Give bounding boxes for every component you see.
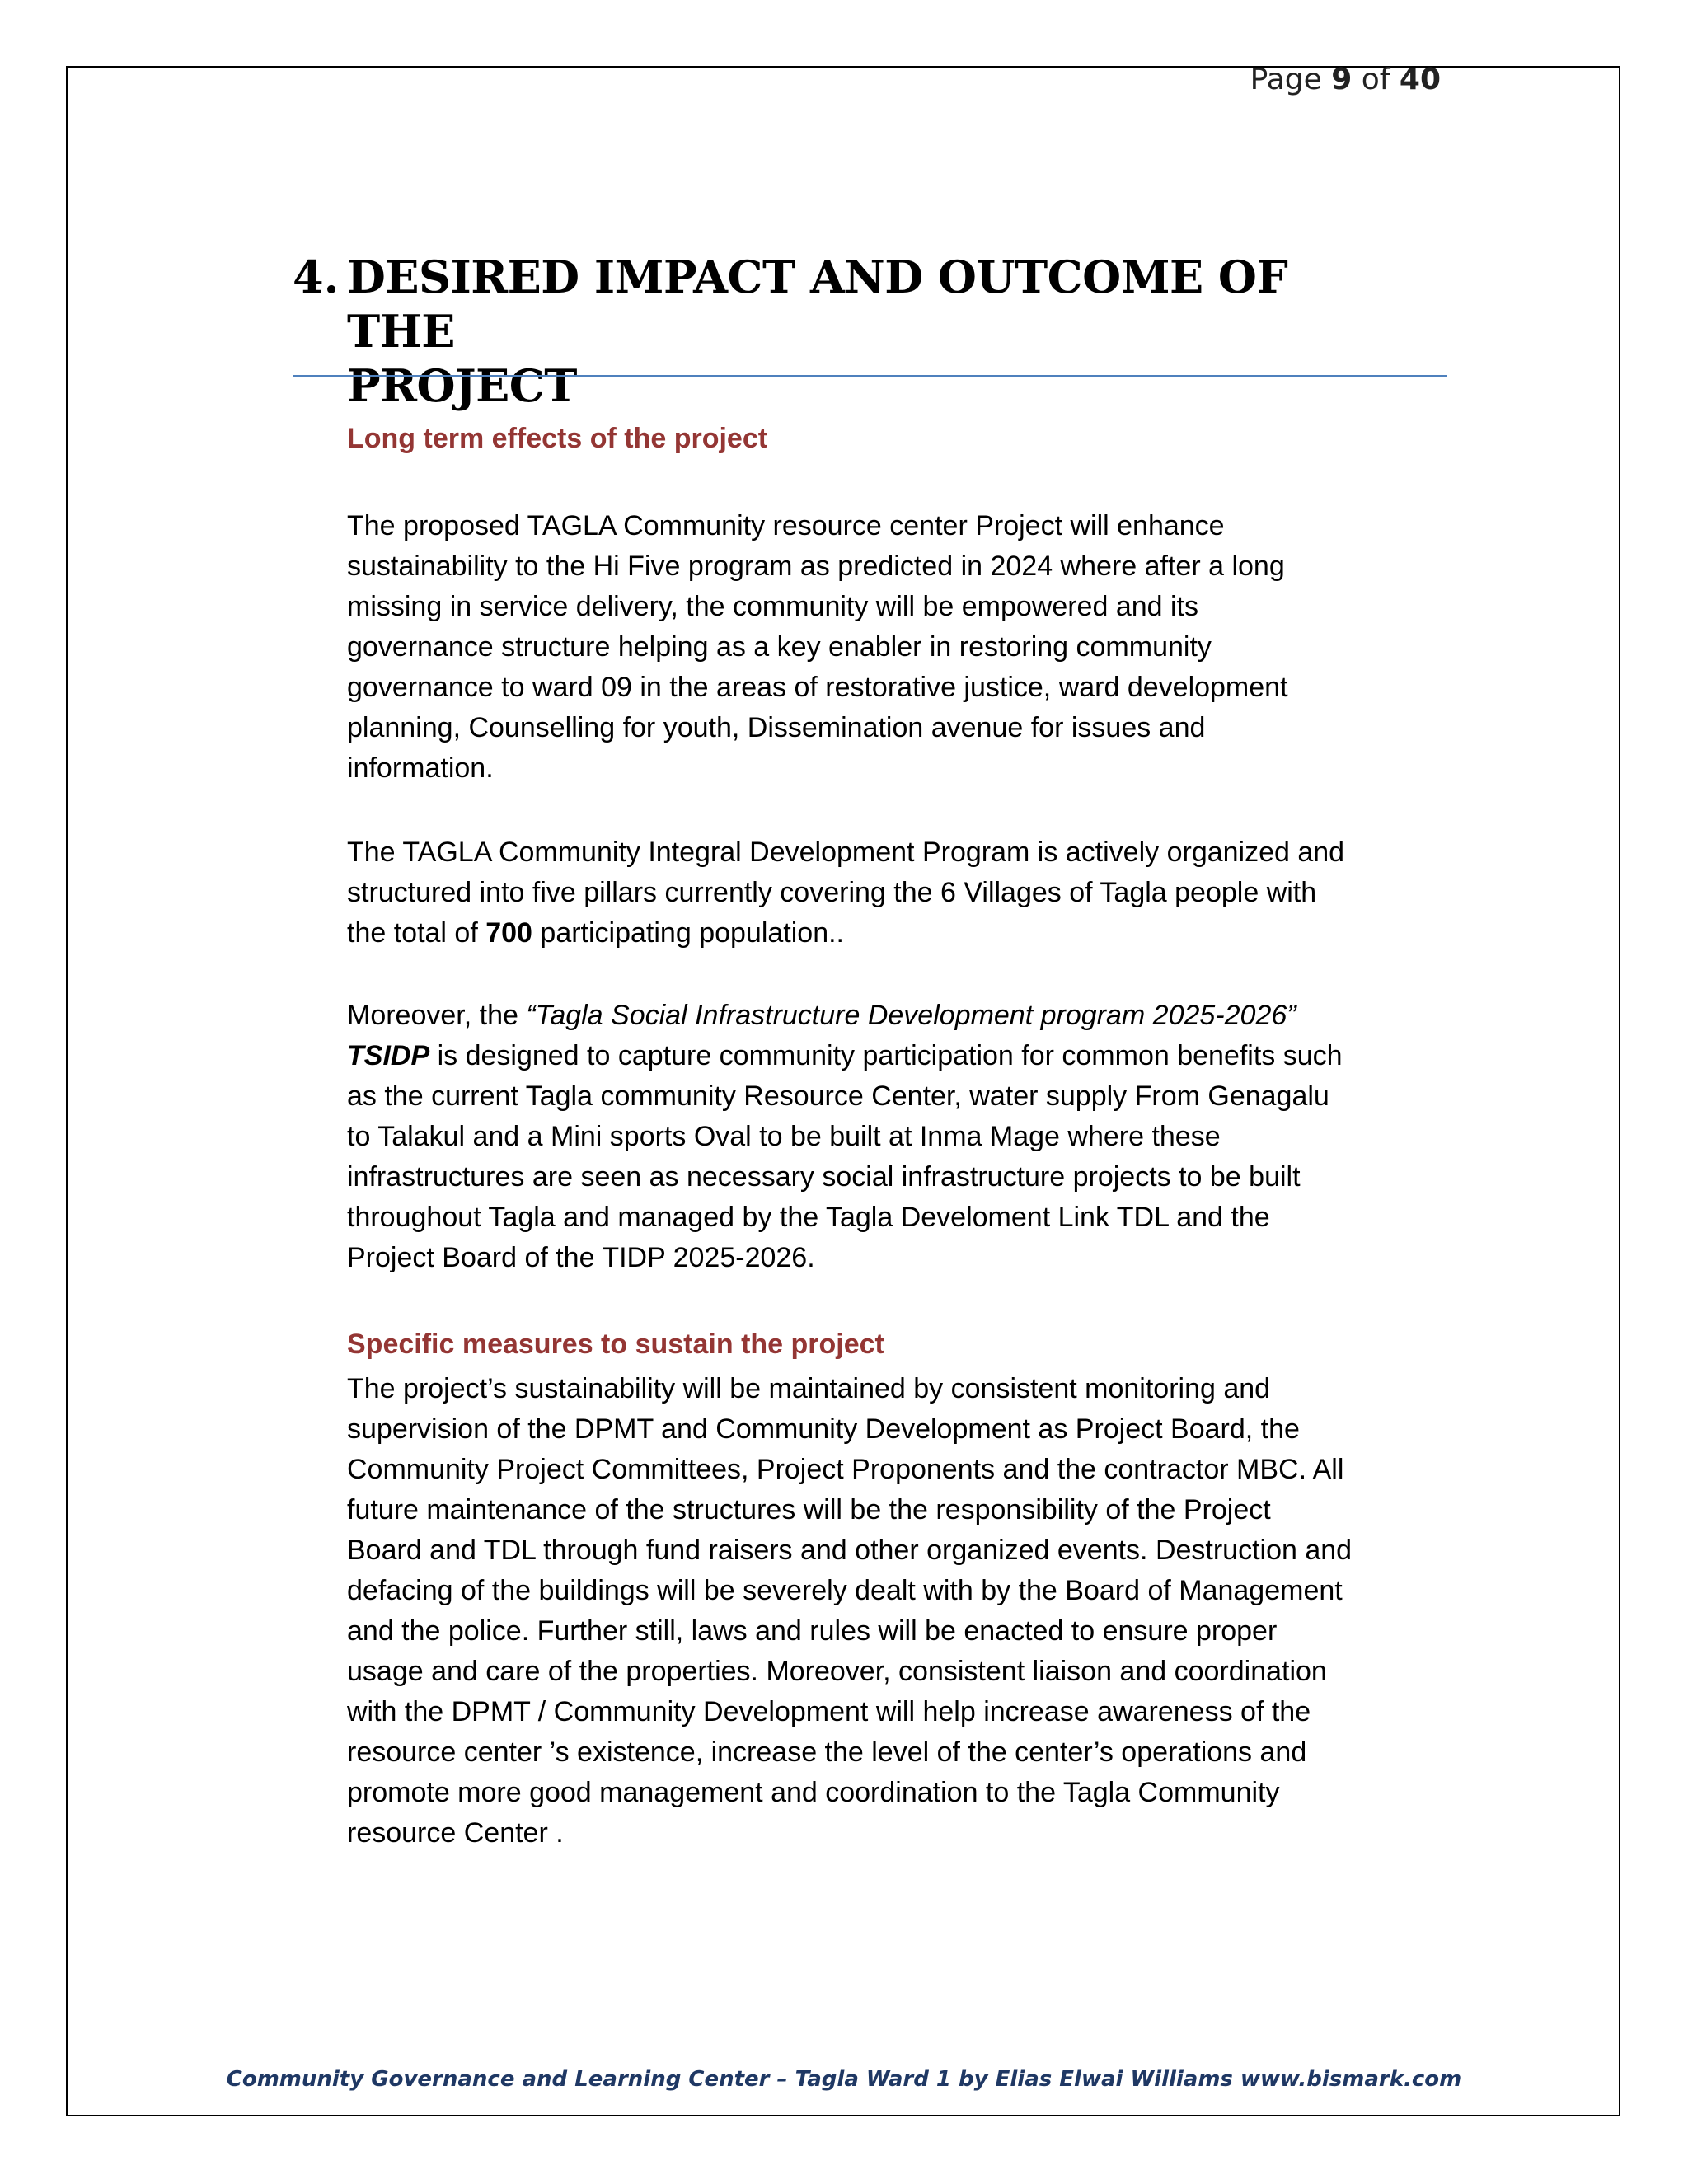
paragraph-development-program xyxy=(347,832,1451,954)
text-run: Moreover, the xyxy=(347,1000,527,1031)
paragraph-line xyxy=(347,996,1451,1036)
tsidp-acronym: TSIDP xyxy=(347,1040,430,1071)
paragraph-line: resource center ’s existence, increase the level of the center’s operations and xyxy=(347,1736,1307,1768)
text-run: participating population.. xyxy=(532,917,845,949)
paragraph-line: Board and TDL through fund raisers and other organized events. Destruction and xyxy=(347,1535,1353,1566)
paragraph-line: supervision of the DPMT and Community Development as Project Board, the xyxy=(347,1413,1300,1445)
paragraph-line: with the DPMT / Community Development will help increase awareness of the xyxy=(347,1696,1311,1727)
paragraph-line: to Talakul and a Mini sports Oval to be built at Inma Mage where these xyxy=(347,1121,1221,1152)
subheading-long-term-effects: Long term effects of the project xyxy=(347,423,768,454)
paragraph-line xyxy=(347,1036,1451,1076)
section-heading-line-1: DESIRED IMPACT AND OUTCOME OF THE xyxy=(347,251,1288,358)
paragraph-line: Community Project Committees, Project Proponents and the contractor MBC. All xyxy=(347,1454,1344,1485)
paragraph-line: infrastructures are seen as necessary social infrastructure projects to be built xyxy=(347,1161,1301,1193)
paragraph-line: The TAGLA Community Integral Development Program is actively organized and xyxy=(347,837,1345,868)
text-run: is designed to capture community participation for common benefits such xyxy=(429,1040,1343,1071)
program-title-italic: “Tagla Social Infrastructure Development program 2025-2026” xyxy=(526,1000,1296,1031)
paragraph-line: Project Board of the TIDP 2025-2026. xyxy=(347,1242,815,1273)
paragraph-line: as the current Tagla community Resource Center, water supply From Genagalu xyxy=(347,1080,1329,1112)
paragraph-line: throughout Tagla and managed by the Tagla Develoment Link TDL and the xyxy=(347,1202,1270,1233)
paragraph-line: structured into five pillars currently covering the 6 Villages of Tagla people with xyxy=(347,877,1317,908)
heading-underline-rule xyxy=(293,375,1447,377)
paragraph-line: planning, Counselling for youth, Dissemination avenue for issues and xyxy=(347,712,1206,743)
paragraph-line: sustainability to the Hi Five program as predicted in 2024 where after a long xyxy=(347,551,1285,582)
page-number-total: 40 xyxy=(1399,63,1441,96)
paragraph-line: governance structure helping as a key enabler in restoring community xyxy=(347,631,1212,663)
page-footer: Community Governance and Learning Center – Tagla Ward 1 by Elias Elwai Williams www.bismark.com xyxy=(226,2067,1462,2092)
paragraph-line: information. xyxy=(347,752,494,784)
paragraph-line: missing in service delivery, the community will be empowered and its xyxy=(347,591,1198,622)
paragraph-line: usage and care of the properties. Moreover, consistent liaison and coordination xyxy=(347,1656,1327,1687)
paragraph-line: defacing of the buildings will be severely dealt with by the Board of Management xyxy=(347,1575,1343,1606)
page-number xyxy=(1250,63,1441,96)
paragraph-line: promote more good management and coordination to the Tagla Community xyxy=(347,1777,1280,1808)
paragraph-line: The project’s sustainability will be maintained by consistent monitoring and xyxy=(347,1373,1271,1404)
section-heading-text xyxy=(347,250,1377,413)
participating-population-count: 700 xyxy=(485,917,532,949)
paragraph-line xyxy=(347,913,1451,954)
page-number-separator: of xyxy=(1352,63,1400,96)
section-heading-number: 4. xyxy=(293,251,340,303)
paragraph-line: resource Center . xyxy=(347,1817,564,1849)
subheading-specific-measures: Specific measures to sustain the project xyxy=(347,1329,884,1360)
paragraph-line: The proposed TAGLA Community resource center Project will enhance xyxy=(347,510,1225,541)
text-run: the total of xyxy=(347,917,486,949)
paragraph-line: governance to ward 09 in the areas of restorative justice, ward development xyxy=(347,672,1288,703)
paragraph-tsidp xyxy=(347,996,1451,1278)
paragraph-line: and the police. Further still, laws and rules will be enacted to ensure proper xyxy=(347,1615,1278,1647)
paragraph-line: future maintenance of the structures will be the responsibility of the Project xyxy=(347,1494,1271,1526)
paragraph-project-enhancement xyxy=(347,506,1451,789)
paragraph-sustainability xyxy=(347,1369,1451,1854)
page-number-prefix: Page xyxy=(1250,63,1332,96)
page-number-current: 9 xyxy=(1331,63,1353,96)
section-heading-line-2: PROJECT xyxy=(347,359,577,412)
